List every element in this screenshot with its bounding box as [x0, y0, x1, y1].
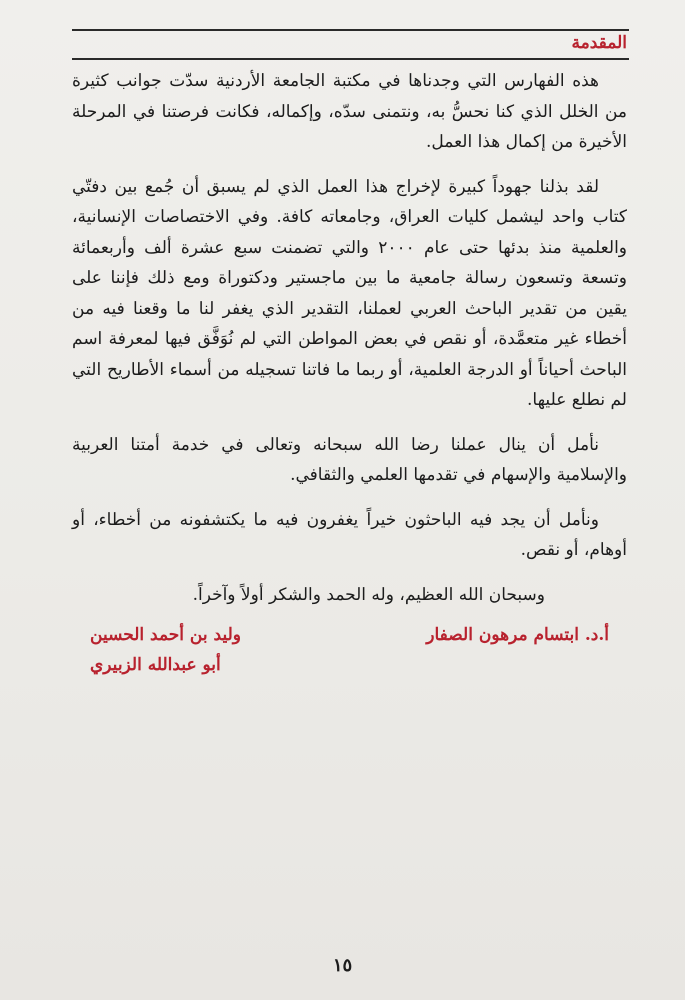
section-title: المقدمة	[571, 33, 627, 53]
header-rule-top	[72, 29, 629, 31]
closing-line: وسبحان الله العظيم، وله الحمد والشكر أولاً وآخراً.	[192, 584, 545, 605]
paragraph-1: هذه الفهارس التي وجدناها في مكتبة الجامعة الأردنية سدّت جوانب كثيرة من الخلل الذي كنا نحسُّ به، ونتمنى سدّه، وإكماله، فكانت فرصتنا في المرحلة الأخيرة من إكمال هذا العمل.	[72, 71, 627, 152]
body-text	[72, 66, 627, 610]
paragraph-2: لقد بذلنا جهوداً كبيرة لإخراج هذا العمل الذي لم يسبق أن جُمع بين دفتّي كتاب واحد ليشمل كليات العراق، وجامعاته كافة. وفي الاختصاصات الإنسانية، والعلمية منذ بدئها حتى عام ٢٠٠٠ والتي تضمنت سبع عشرة ألف وأربعمائة وتسعة وتسعون رسالة جامعية ما بين ماجستير ودكتوراة ومع ذلك فإننا على يقين من تقدير الباحث العربي لعملنا، التقدير الذي يغفر لنا ما وقعنا فيه من أخطاء غير متعمَّدة، أو نقص في بعض المواطن التي لم نُوَفَّق فيها لمعرفة اسم الباحث أحياناً أو الدرجة العلمية، أو ربما ما فاتنا تسجيله من أسماء الأطاريح التي لم نطلع عليها.	[72, 176, 627, 410]
author-3-name: أبو عبدالله الزبيري	[90, 655, 221, 675]
author-2-name: وليد بن أحمد الحسين	[90, 625, 241, 645]
author-1-name: أ.د. ابتسام مرهون الصفار	[426, 625, 609, 645]
paragraph-4: ونأمل أن يجد فيه الباحثون خيراً يغفرون فيه ما يكتشفونه من أخطاء، أو أوهام، أو نقص.	[72, 509, 627, 560]
signatures	[90, 620, 609, 680]
page-number: ١٥	[332, 955, 353, 976]
signature-row	[90, 620, 609, 650]
header-rule-bottom	[72, 58, 629, 60]
paragraph-3: نأمل أن ينال عملنا رضا الله سبحانه وتعالى في خدمة أمتنا العربية والإسلامية والإسهام في تقدمها العلمي والثقافي.	[72, 434, 627, 485]
